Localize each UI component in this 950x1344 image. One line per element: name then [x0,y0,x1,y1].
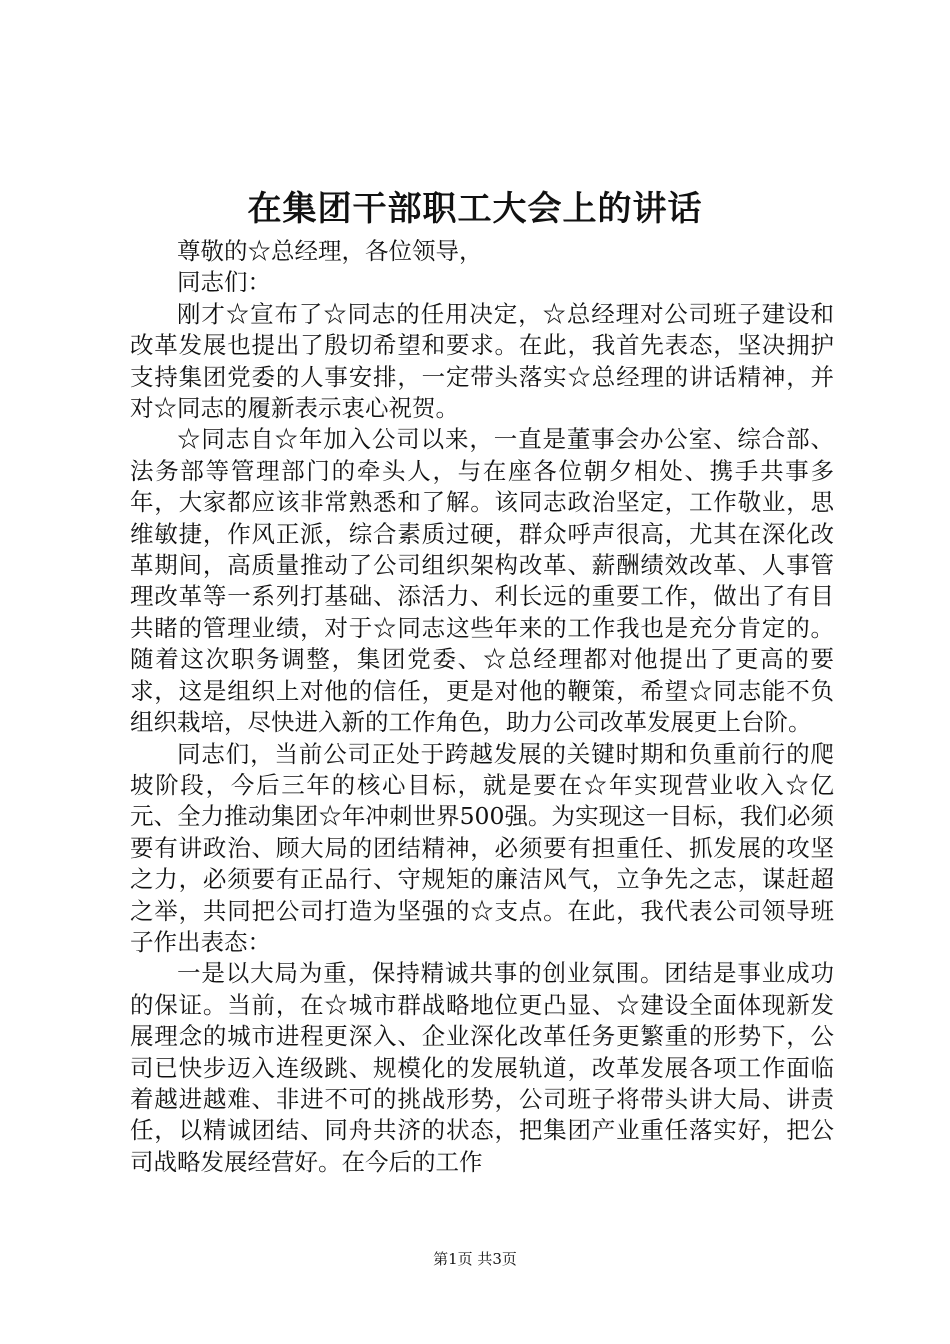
paragraph: ☆同志自☆年加入公司以来，一直是董事会办公室、综合部、法务部等管理部门的牵头人，与在座各位朝夕相处、携手共事多年，大家都应该非常熟悉和了解。该同志政治坚定，工作敬业，思维敏捷，作风正派，综合素质过硬，群众呼声很高，尤其在深化改革期间，高质量推动了公司组织架构改革、薪酬绩效改革、人事管理改革等一系列打基础、添活力、利长远的重要工作，做出了有目共睹的管理业绩，对于☆同志这些年来的工作我也是充分肯定的。随着这次职务调整，集团党委、☆总经理都对他提出了更高的要求，这是组织上对他的信任，更是对他的鞭策，希望☆同志能不负组织栽培，尽快进入新的工作角色，助力公司改革发展更上台阶。 [130,425,834,737]
document-body [130,236,834,1178]
paragraph: 一是以大局为重，保持精诚共事的创业氛围。团结是事业成功的保证。当前，在☆城市群战略地位更凸显、☆建设全面体现新发展理念的城市进程更深入、企业深化改革任务更繁重的形势下，公司已快步迈入连级跳、规模化的发展轨道，改革发展各项工作面临着越进越难、非进不可的挑战形势，公司班子将带头讲大局、讲责任，以精诚团结、同舟共济的状态，把集团产业重任落实好，把公司战略发展经营好。在今后的工作 [130,959,834,1176]
salutation: 尊敬的☆总经理，各位领导， [177,237,483,265]
document-title: 在集团干部职工大会上的讲话 [247,189,703,229]
salutation-2: 同志们： [177,268,271,297]
paragraph: 同志们，当前公司正处于跨越发展的关键时期和负重前行的爬坡阶段，今后三年的核心目标，就是要在☆年实现营业收入☆亿元、全力推动集团☆年冲刺世界500强。为实现这一目标，我们必须要有讲政治、顾大局的团结精神，必须要有担重任、抓发展的攻坚之力，必须要有正品行、守规矩的廉洁风气，立争先之志，谋赶超之举，共同把公司打造为坚强的☆支点。在此，我代表公司领导班子作出表态： [130,739,834,956]
page-number-footer: 第1页 共3页 [433,1250,517,1268]
paragraph: 刚才☆宣布了☆同志的任用决定，☆总经理对公司班子建设和改革发展也提出了殷切希望和要求。在此，我首先表态，坚决拥护支持集团党委的人事安排，一定带头落实☆总经理的讲话精神，并对☆同志的履新表示衷心祝贺。 [130,299,834,423]
